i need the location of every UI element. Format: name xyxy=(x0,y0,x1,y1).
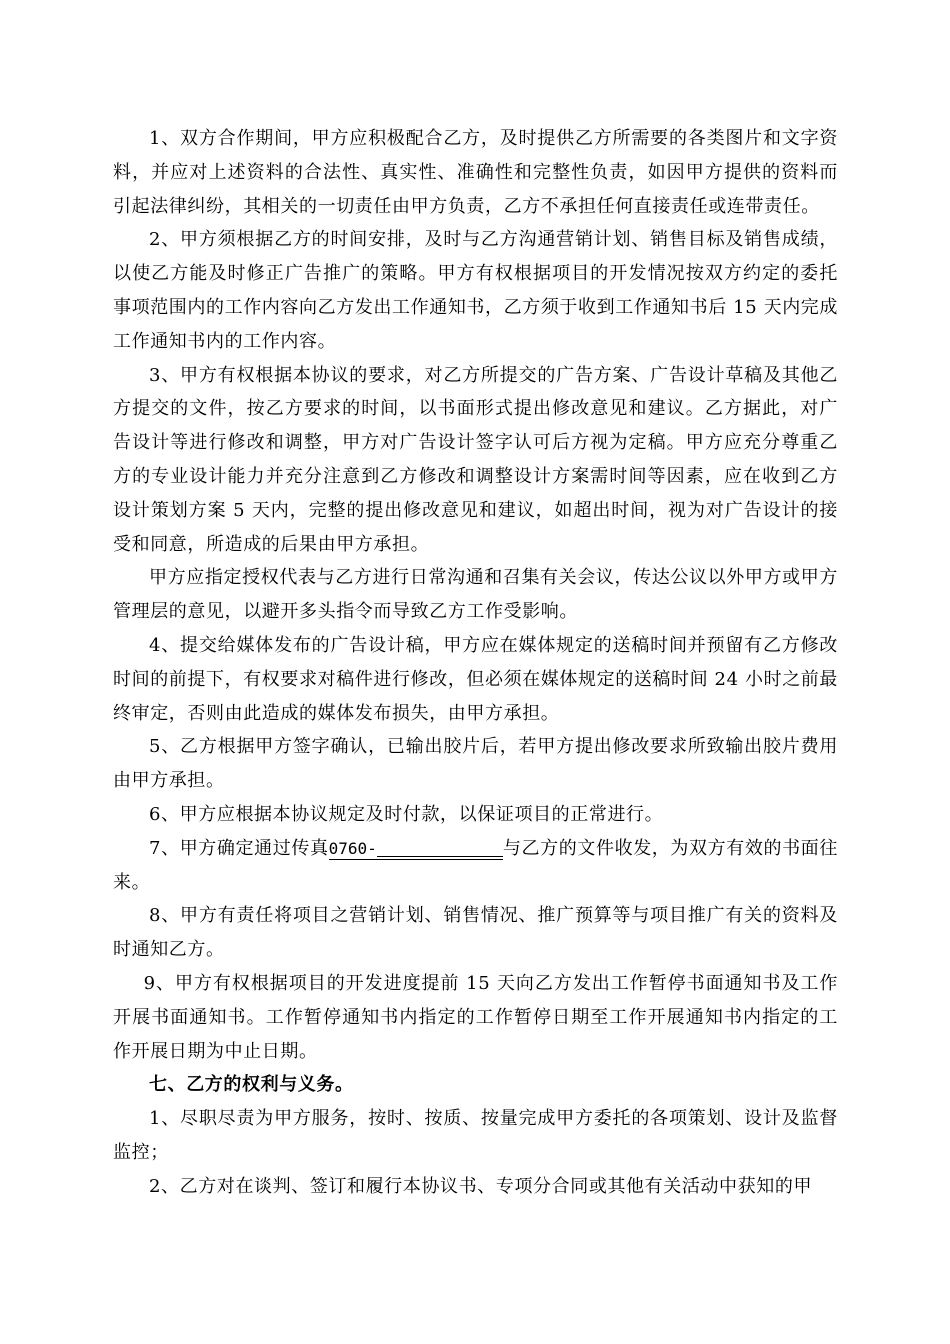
clause-6-2: 2、甲方须根据乙方的时间安排，及时与乙方沟通营销计划、销售目标及销售成绩，以使乙方能及时修正广告推广的策略。甲方有权根据项目的开发情况按双方约定的委托事项范围内的工作内容向乙方发出工作通知书，乙方须于收到工作通知书后 15 天内完成工作通知书内的工作内容。 xyxy=(113,229,838,352)
clause-6-5: 5、乙方根据甲方签字确认，已输出胶片后，若甲方提出修改要求所致输出胶片费用由甲方承担。 xyxy=(113,736,838,792)
clause-6-3-supplement: 甲方应指定授权代表与乙方进行日常沟通和召集有关会议，传达公议以外甲方或甲方管理层的意见，以避开多头指令而导致乙方工作受影响。 xyxy=(113,567,838,623)
clause-6-3: 3、甲方有权根据本协议的要求，对乙方所提交的广告方案、广告设计草稿及其他乙方提交的文件，按乙方要求的时间，以书面形式提出修改意见和建议。乙方据此，对广告设计等进行修改和调整，甲方对广告设计签字认可后方视为定稿。甲方应充分尊重乙方的专业设计能力并充分注意到乙方修改和调整设计方案需时间等因素，应在收到乙方设计策划方案 5 天内，完整的提出修改意见和建议，如超出时间，视为对广告设计的接受和同意，所造成的后果由甲方承担。 xyxy=(113,364,838,555)
clause-7-1: 1、尽职尽责为甲方服务，按时、按质、按量完成甲方委托的各项策划、设计及监督监控； xyxy=(113,1108,838,1163)
document-body xyxy=(113,122,838,1204)
fax-prefix: 0760- xyxy=(328,838,377,858)
clause-6-7 xyxy=(113,832,838,900)
fax-blank-line xyxy=(377,838,503,857)
clause-6-1: 1、双方合作期间，甲方应积极配合乙方，及时提供乙方所需要的各类图片和文字资料，并应对上述资料的合法性、真实性、准确性和完整性负责，如因甲方提供的资料而引起法律纠纷，其相关的一切责任由甲方负责，乙方不承担任何直接责任或连带责任。 xyxy=(113,128,838,217)
clause-6-7-text-after: 与乙方的文件收发，为双方有效的书面往来。 xyxy=(113,837,838,893)
clause-6-6: 6、甲方应根据本协议规定及时付款，以保证项目的正常进行。 xyxy=(149,803,664,825)
clause-6-8: 8、甲方有责任将项目之营销计划、销售情况、推广预算等与项目推广有关的资料及时通知乙方。 xyxy=(113,905,838,961)
clause-6-7-text-before: 7、甲方确定通过传真 xyxy=(149,837,329,859)
section-7-heading: 七、乙方的权利与义务。 xyxy=(149,1074,354,1096)
clause-6-9: 9、甲方有权根据项目的开发进度提前 15 天向乙方发出工作暂停书面通知书及工作开展书面通知书。工作暂停通知书内指定的工作暂停日期至工作开展通知书内指定的工作开展日期为中止日期。 xyxy=(113,972,838,1062)
fax-number-field xyxy=(329,838,503,860)
clause-6-4: 4、提交给媒体发布的广告设计稿，甲方应在媒体规定的送稿时间并预留有乙方修改时间的前提下，有权要求对稿件进行修改，但必须在媒体规定的送稿时间 24 小时之前最终审定，否则由此造成的媒体发布损失，由甲方承担。 xyxy=(113,634,838,724)
clause-7-2: 2、乙方对在谈判、签订和履行本协议书、专项分合同或其他有关活动中获知的甲 xyxy=(149,1175,813,1197)
